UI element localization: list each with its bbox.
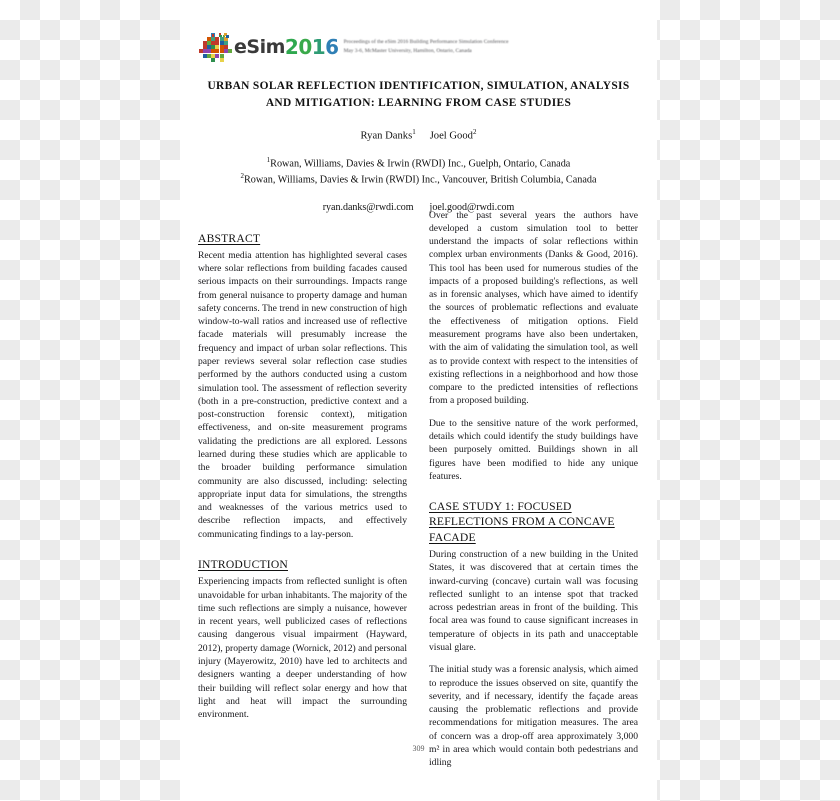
page-title: URBAN SOLAR REFLECTION IDENTIFICATION, SIMULATION, ANALYSIS AND MITIGATION: LEARNING FROM CASE STUDIES (207, 80, 630, 110)
affiliation-list (198, 156, 639, 188)
author-1-email: ryan.danks@rwdi.com (322, 201, 414, 213)
left-column (198, 231, 407, 731)
case-study-1-heading: CASE STUDY 1: FOCUSED REFLECTIONS FROM A CONCAVE FACADE (429, 500, 615, 544)
conference-details (344, 38, 509, 57)
affiliation-1-marker: 1 (266, 155, 271, 164)
right-paragraph-3: During construction of a new building in the United States, it was discovered that at certain times the inward-curving (concave) curtain wall was focusing reflected sunlight to an intense spot that tracked across pedestrian areas in front of the building. This focal area was found to cause significant increases in temperature of objects in its path and unacceptable visual glare. (429, 549, 638, 653)
affiliation-1 (198, 156, 639, 172)
conference-header (198, 30, 639, 64)
esim-logo-year: 2016 (284, 35, 339, 59)
right-paragraph-4: The initial study was a forensic analysis, which aimed to reproduce the issues observed on site, quantify the severity, and if necessary, identify the façade areas causing the problematic reflections and provide recommendations for mitigation measures. The area of concern was a drop-off area approximately 3,000 m² in area which would contain both pedestrians and idling (429, 664, 638, 769)
abstract-heading: ABSTRACT (198, 231, 261, 245)
body-columns (198, 209, 639, 792)
conference-proceedings-line: Proceedings of the eSim 2016 Building Performance Simulation Conference (343, 38, 509, 45)
right-paragraph-1: Over the past several years the authors have developed a custom simulation tool to better understand the impacts of solar reflections within complex urban environments (Danks & Good, 2016). This tool has been used for numerous studies of the impacts of a proposed building's reflections, as well as in forensic analyses, which have aimed to identify the sources of problematic reflections and evaluate the effectiveness of mitigation options. Field measurement programs have also been undertaken, with the aim of validating the simulation tool, as well as to provide context with respect to the intensities of existing reflections in a neighborhood and how those compare to the predicted intensities of reflections from a proposed building. (429, 209, 638, 407)
author-list (198, 128, 639, 142)
right-paragraph-2: Due to the sensitive nature of the work performed, details which could identify the study buildings have been purposely omitted. Buildings shown in all figures have been modified to hide any unique features. (429, 417, 638, 482)
esim-logo-mosaic-icon (198, 32, 232, 62)
affiliation-2-text: Rowan, Williams, Davies & Irwin (RWDI) Inc., Vancouver, British Columbia, Canada (244, 174, 597, 186)
right-column (429, 209, 638, 770)
affiliation-1-text: Rowan, Williams, Davies & Irwin (RWDI) Inc., Guelph, Ontario, Canada (270, 158, 571, 170)
author-1-marker: 1 (412, 128, 416, 137)
affiliation-2-marker: 2 (240, 171, 244, 180)
author-2-name: Joel Good (429, 130, 473, 142)
esim-logo-wordmark: eSim (234, 35, 285, 58)
affiliation-2 (198, 172, 639, 188)
author-1-name: Ryan Danks (360, 130, 413, 142)
abstract-paragraph: Recent media attention has highlighted several cases where solar reflections from building facades caused serious impacts on their surroundings. Impacts range from general nuisance to property damage and human safety concerns. The trend in new construction of high window-to-wall ratios and increased use of reflective facade materials will presumably increase the frequency and impact of urban solar reflections. This paper reviews several solar reflection case studies performed by the authors conducted using a custom simulation tool. The assessment of reflection severity (both in a pre-construction, predictive context and a post-construction forensic context), mitigation effectiveness, and on-site measurement programs validating the predictions are all explored. Lessons learned during these studies which are applicable to the broader building performance simulation community are also discussed, including: selecting appropriate input data for simulations, the strengths and weaknesses of the various metrics used to describe reflection impacts, and effectively communicating findings to a lay-person. (198, 249, 407, 540)
author-2-email: joel.good@rwdi.com (429, 201, 515, 213)
author-2-marker: 2 (472, 128, 477, 137)
introduction-heading: INTRODUCTION (198, 557, 288, 571)
paper-page (180, 0, 657, 801)
page-number: 309 (412, 744, 425, 753)
conference-venue-line: May 3-6, McMaster University, Hamilton, Ontario, Canada (343, 48, 472, 54)
introduction-paragraph: Experiencing impacts from reflected sunlight is often unavoidable for urban inhabitants. The majority of the time such reflections are simply a nuisance, however in recent years, well publicized cases of reflections causing dangerous visual impairment (Hayward, 2012), property damage (Wornick, 2012) and personal injury (Mayerowitz, 2010) have led to architects and designers wanting a deeper understanding of how their building will reflect solar energy and how that light and heat will impact the surrounding environment. (198, 576, 407, 721)
